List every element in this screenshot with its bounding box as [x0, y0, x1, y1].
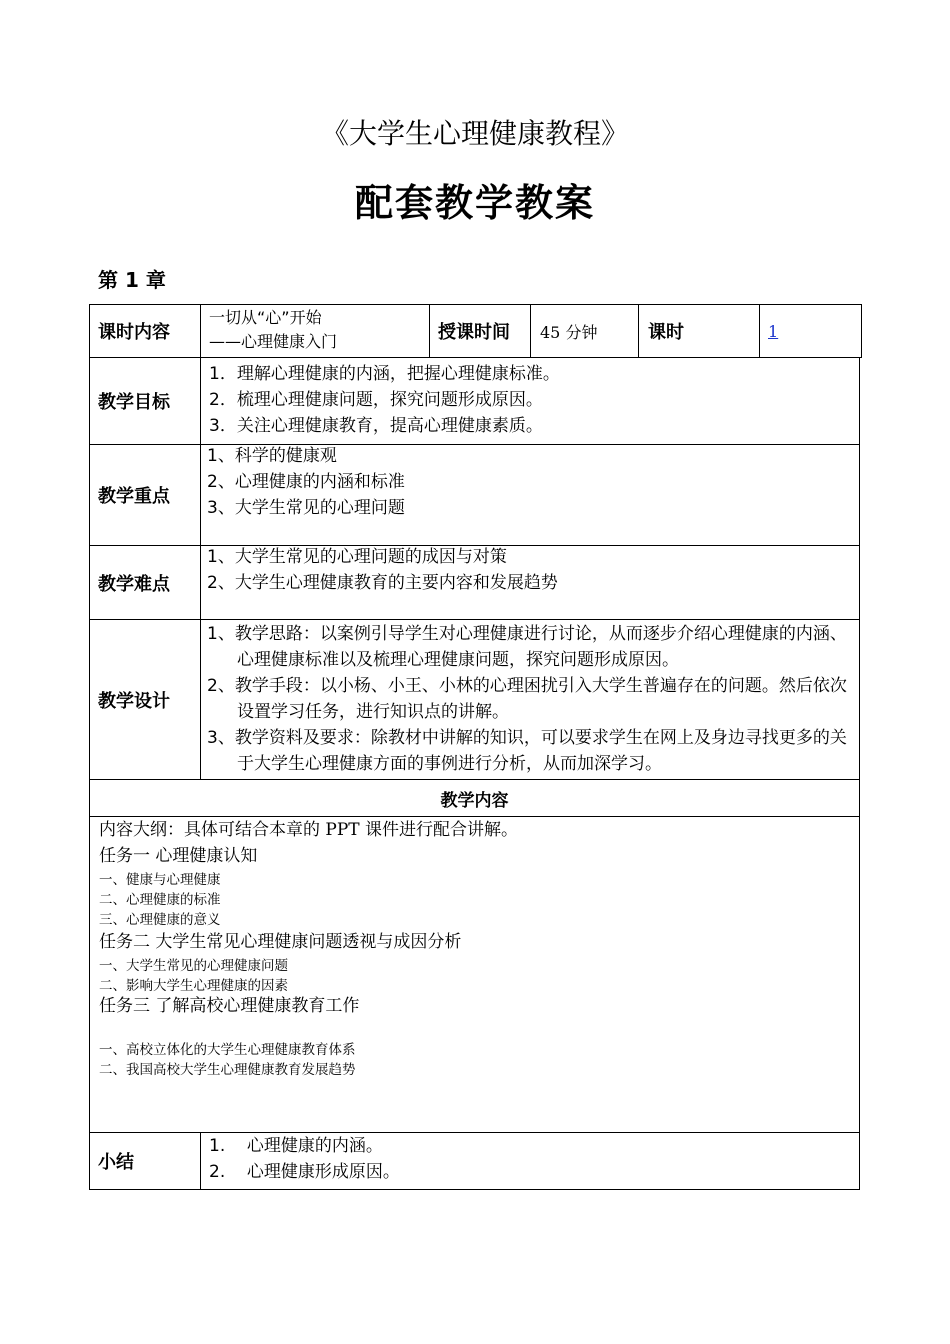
design-item: 3、教学资料及要求：除教材中讲解的知识，可以要求学生在网上及身边寻找更多的关于大学生心理健康方面的事例进行分析，从而加深学习。 — [207, 728, 847, 774]
document-title: 《大学生心理健康教程》 — [320, 117, 629, 150]
key-point-item: 2、心理健康的内涵和标准 — [207, 472, 405, 492]
lesson-content-line1: 一切从“心”开始 — [209, 308, 322, 327]
summary-item: 1. 心理健康的内涵。 — [209, 1136, 383, 1156]
content-body — [99, 818, 854, 1080]
objectives-list — [209, 361, 854, 439]
label-difficulties: 教学难点 — [98, 573, 170, 595]
task-item: 一、健康与心理健康 — [99, 872, 221, 888]
label-key-points: 教学重点 — [98, 486, 170, 507]
content-header: 教学内容 — [440, 790, 509, 811]
lesson-content-value — [209, 306, 427, 354]
objective-item: 3．关注心理健康教育，提高心理健康素质。 — [209, 416, 543, 436]
summary-list — [209, 1133, 854, 1185]
design-item: 2、教学手段：以小杨、小王、小林的心理困扰引入大学生普遍存在的问题。然后依次设置学习任务，进行知识点的讲解。 — [207, 676, 847, 722]
task-item: 二、心理健康的标准 — [99, 892, 221, 908]
design-item: 1、教学思路：以案例引导学生对心理健康进行讨论，从而逐步介绍心理健康的内涵、心理健康标准以及梳理心理健康问题，探究问题形成原因。 — [207, 624, 847, 670]
key-point-item: 1、科学的健康观 — [207, 446, 337, 466]
document-subtitle: 配套教学教案 — [354, 181, 595, 225]
task-heading: 任务二 大学生常见心理健康问题透视与成因分析 — [99, 932, 462, 952]
label-objectives: 教学目标 — [98, 392, 170, 413]
key-points-list — [207, 443, 852, 521]
label-lesson-content: 课时内容 — [98, 322, 170, 343]
objective-item: 1．理解心理健康的内涵，把握心理健康标准。 — [209, 364, 560, 384]
label-class-hours: 课时 — [648, 322, 684, 343]
label-summary: 小结 — [98, 1152, 134, 1173]
lesson-content-line2: ——心理健康入门 — [209, 332, 338, 351]
task-item: 二、我国高校大学生心理健康教育发展趋势 — [99, 1062, 356, 1078]
content-outline: 内容大纲：具体可结合本章的 PPT 课件进行配合讲解。 — [99, 820, 519, 840]
task-item: 一、高校立体化的大学生心理健康教育体系 — [99, 1042, 356, 1058]
summary-item: 2. 心理健康形成原因。 — [209, 1162, 400, 1182]
task-item: 三、心理健康的意义 — [99, 912, 221, 928]
task-heading: 任务三 了解高校心理健康教育工作 — [99, 996, 360, 1016]
task-item: 二、影响大学生心理健康的因素 — [99, 978, 288, 994]
objective-item: 2．梳理心理健康问题，探究问题形成原因。 — [209, 390, 543, 410]
teaching-time-value: 45 分钟 — [540, 322, 598, 342]
chapter-heading: 第 1 章 — [98, 268, 166, 292]
difficulty-item: 2、大学生心理健康教育的主要内容和发展趋势 — [207, 573, 558, 593]
difficulties-list — [207, 544, 852, 596]
task-item: 一、大学生常见的心理健康问题 — [99, 958, 288, 974]
design-list — [207, 621, 855, 777]
label-design: 教学设计 — [98, 690, 170, 712]
class-hours-value: 1 — [768, 321, 779, 341]
label-teaching-time: 授课时间 — [438, 322, 510, 343]
key-point-item: 3、大学生常见的心理问题 — [207, 498, 405, 518]
task-heading: 任务一 心理健康认知 — [99, 846, 258, 866]
difficulty-item: 1、大学生常见的心理问题的成因与对策 — [207, 547, 507, 567]
